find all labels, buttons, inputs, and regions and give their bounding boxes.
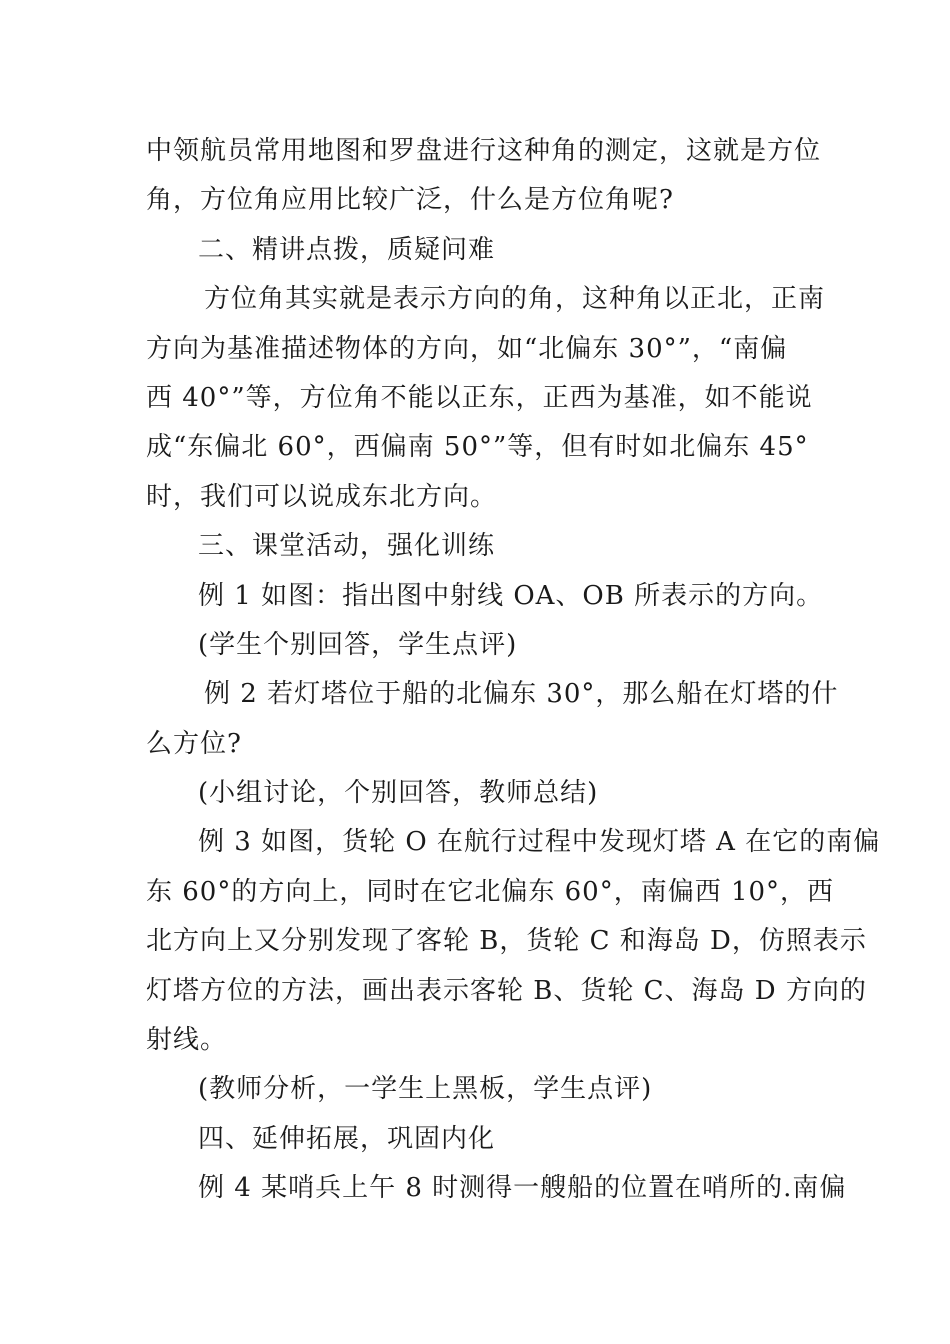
note-line: (学生个别回答，学生点评) [198,629,518,660]
paragraph-line: 成“东偏北 60°，西偏南 50°”等，但有时如北偏东 45° [146,432,809,463]
example-line: 例 1 如图：指出图中射线 OA、OB 所表示的方向。 [198,580,824,611]
paragraph-line: 时，我们可以说成东北方向。 [146,481,498,512]
paragraph-line: 射线。 [146,1025,228,1056]
section-heading: 三、课堂活动，强化训练 [198,531,496,562]
example-line: 例 3 如图，货轮 O 在航行过程中发现灯塔 A 在它的南偏 [198,827,881,858]
paragraph-line: 中领航员常用地图和罗盘进行这种角的测定，这就是方位 [146,136,822,166]
paragraph-line: 方向为基准描述物体的方向，如“北偏东 30°”，“南偏 [146,333,788,364]
paragraph-line: 北方向上又分别发现了客轮 B，货轮 C 和海岛 D，仿照表示 [146,926,867,957]
paragraph-line: 角，方位角应用比较广泛，什么是方位角呢? [146,185,674,216]
paragraph-line: 灯塔方位的方法，画出表示客轮 B、货轮 C、海岛 D 方向的 [146,975,867,1006]
document-body [146,127,881,1214]
paragraph-line: 么方位? [146,728,242,759]
paragraph-line: 方位角其实就是表示方向的角，这种角以正北，正南 [204,284,826,315]
example-line: 例 4 某哨兵上午 8 时测得一艘船的位置在哨所的.南偏 [198,1173,847,1204]
example-line: 例 2 若灯塔位于船的北偏东 30°，那么船在灯塔的什 [204,679,839,710]
note-line: (小组讨论，个别回答，教师总结) [198,778,599,809]
section-heading: 四、延伸拓展，巩固内化 [198,1123,496,1154]
paragraph-line: 西 40°”等，方位角不能以正东，正西为基准，如不能说 [146,382,813,413]
paragraph-line: 东 60°的方向上，同时在它北偏东 60°，南偏西 10°，西 [146,876,835,907]
section-heading: 二、精讲点拨，质疑问难 [198,234,496,265]
note-line: (教师分析，一学生上黑板，学生点评) [198,1074,653,1105]
